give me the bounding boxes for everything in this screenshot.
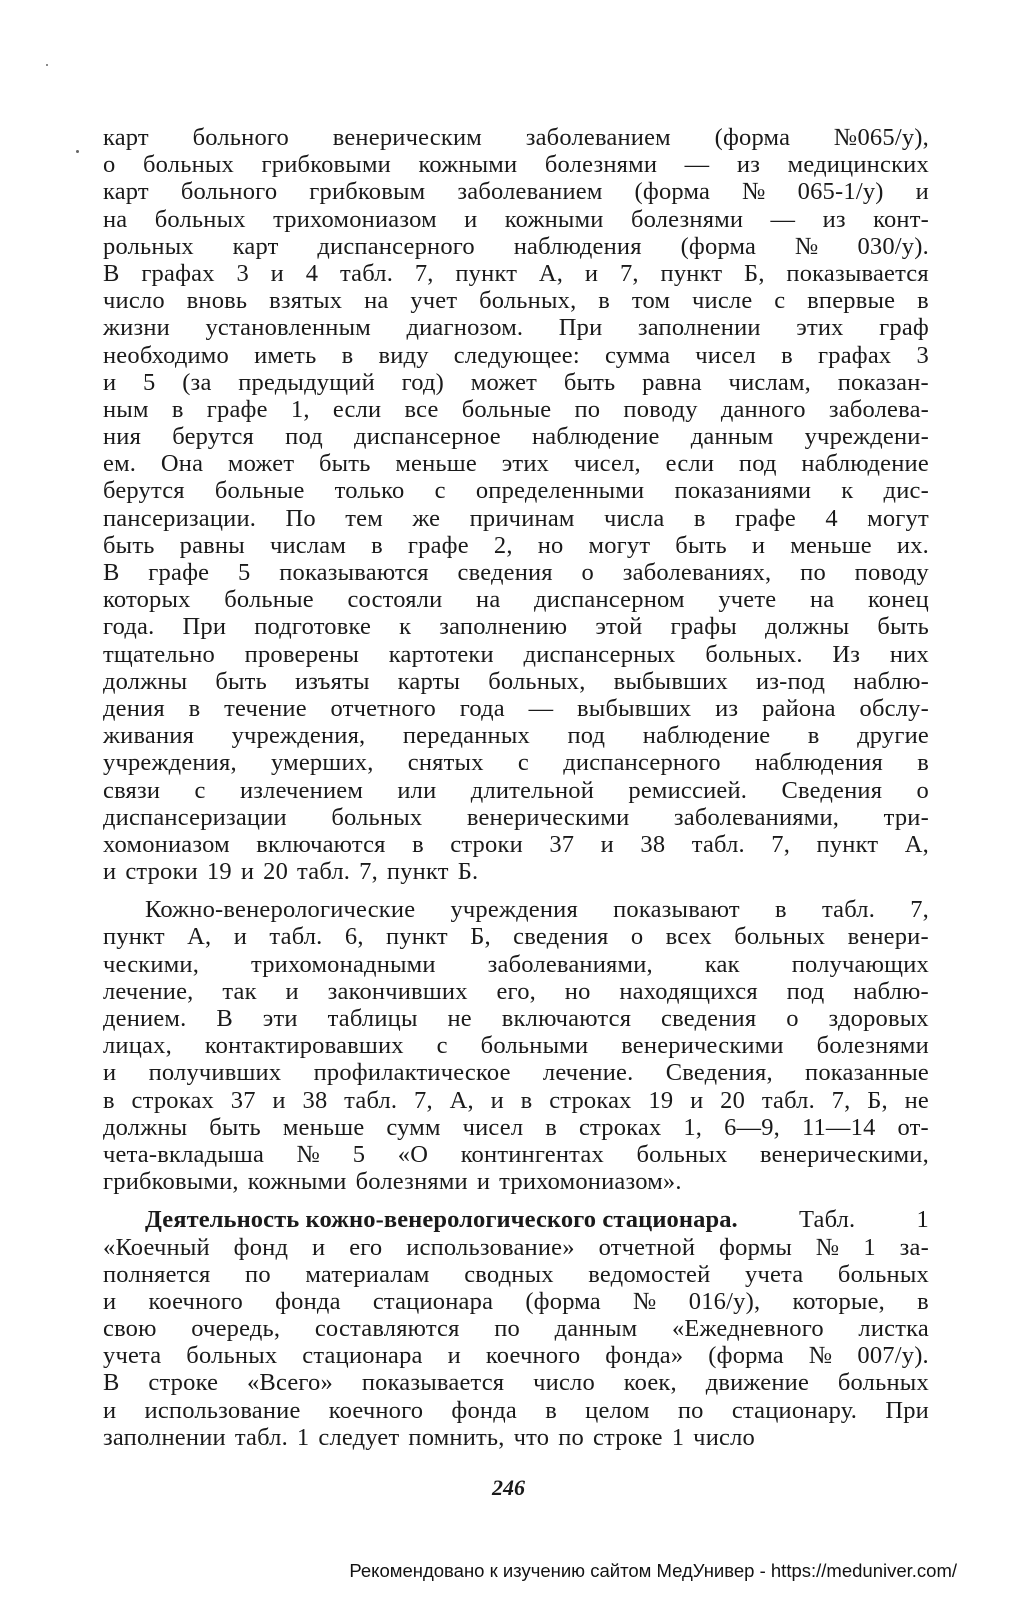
text-line: которых больные состояли на диспансерном учете на конец — [103, 586, 929, 614]
text-line: необходимо иметь в виду следующее: сумма чисел в графах 3 — [103, 341, 929, 369]
text-line: года. При подготовке к заполнению этой графы должны быть — [103, 613, 929, 641]
text-line: «Коечный фонд и его использование» отчетной формы № 1 за- — [103, 1233, 929, 1261]
scan-speck — [76, 150, 79, 153]
text-line: Кожно-венерологические учреждения показывают в табл. 7, — [145, 896, 929, 924]
text-line: дения в течение отчетного года — выбывших из района обслу- — [103, 694, 929, 722]
text-line: хомониазом включаются в строки 37 и 38 табл. 7, пункт А, — [103, 830, 929, 858]
text-line: В графе 5 показываются сведения о заболеваниях, по поводу — [103, 559, 929, 586]
text-line: ем. Она может быть меньше этих чисел, если под наблюдение — [103, 450, 929, 478]
text-line: лечение, так и закончивших его, но находящихся под наблю- — [103, 977, 929, 1005]
text-line: в строках 37 и 38 табл. 7, А, и в строках 19 и 20 табл. 7, Б, не — [103, 1086, 929, 1114]
text-line: заполнении табл. 1 следует помнить, что по строке 1 число — [103, 1423, 755, 1451]
text-line: должны быть изъяты карты больных, выбывших из-под наблю- — [103, 667, 929, 695]
text-line: В графах 3 и 4 табл. 7, пункт А, и 7, пункт Б, показывается — [103, 259, 929, 287]
text-line: связи с излечением или длительной ремиссией. Сведения о — [103, 776, 929, 804]
text-line: свою очередь, составляются по данным «Ежедневного листка — [103, 1315, 929, 1343]
paragraph — [103, 1206, 929, 1451]
text-line: чета-вкладыша № 5 «О контингентах больных венерическими, — [103, 1140, 929, 1168]
text-line: дением. В эти таблицы не включаются сведения о здоровых — [103, 1005, 929, 1032]
text-line: рольных карт диспансерного наблюдения (форма № 030/у). — [103, 232, 929, 260]
text-line: учета больных стационара и коечного фонда» (форма № 007/у). — [103, 1342, 929, 1370]
text-line: В строке «Всего» показывается число коек, движение больных — [103, 1369, 929, 1397]
scan-speck — [46, 64, 48, 66]
page-body — [103, 124, 929, 1451]
text-line: число вновь взятых на учет больных, в том числе с впервые в — [103, 287, 929, 315]
text-line: карт больного грибковым заболеванием (форма № 065-1/у) и — [103, 178, 929, 206]
text-line: диспансеризации больных венерическими заболеваниями, три- — [103, 803, 929, 831]
text-line: на больных трихомониазом и кожными болезнями — из конт- — [103, 205, 929, 233]
text-line: быть равны числам в графе 2, но могут быть и меньше их. — [103, 531, 929, 559]
text-line: Деятельность кожно-венерологического стационара. Табл. 1 — [145, 1206, 929, 1234]
text-line: ния берутся под диспансерное наблюдение данным учреждени- — [103, 423, 929, 451]
text-line: и строки 19 и 20 табл. 7, пункт Б. — [103, 858, 479, 886]
text-line: должны быть меньше сумм чисел в строках 1, 6—9, 11—14 от- — [103, 1113, 929, 1141]
text-line: берутся больные только с определенными показаниями к дис- — [103, 477, 929, 505]
text-line: и получивших профилактическое лечение. Сведения, показанные — [103, 1059, 929, 1087]
text-line: полняется по материалам сводных ведомостей учета больных — [103, 1260, 929, 1288]
footer-credit: Рекомендовано к изучению сайтом МедУнивер - https://meduniver.com/ — [349, 1560, 957, 1581]
text-line: о больных грибковыми кожными болезнями — из медицинских — [103, 151, 929, 179]
text-line: пансеризации. По тем же причинам числа в графе 4 могут — [103, 504, 929, 532]
text-line: ческими, трихомонадными заболеваниями, как получающих — [103, 950, 929, 978]
text-line: лицах, контактировавших с больными венерическими болезнями — [103, 1032, 929, 1060]
paragraph — [103, 124, 929, 885]
section-heading: Деятельность кожно-венерологического стационара. — [145, 1206, 738, 1234]
text-line: живания учреждения, переданных под наблюдение в другие — [103, 722, 929, 750]
text-line: и коечного фонда стационара (форма № 016/у), которые, в — [103, 1287, 929, 1315]
text-line: и использование коечного фонда в целом по стационару. При — [103, 1396, 929, 1424]
page-number: 246 — [492, 1475, 525, 1500]
text-line: карт больного венерическим заболеванием (форма №065/у), — [103, 124, 929, 151]
text-line: пункт А, и табл. 6, пункт Б, сведения о всех больных венери- — [103, 923, 929, 951]
text-line: жизни установленным диагнозом. При заполнении этих граф — [103, 314, 929, 342]
text-line: ным в графе 1, если все больные по поводу данного заболева- — [103, 395, 929, 423]
text-line: и 5 (за предыдущий год) может быть равна числам, показан- — [103, 368, 929, 396]
text-line: учреждения, умерших, снятых с диспансерного наблюдения в — [103, 749, 929, 777]
text-line: тщательно проверены картотеки диспансерных больных. Из них — [103, 640, 929, 668]
text-line: грибковыми, кожными болезнями и трихомониазом». — [103, 1168, 682, 1196]
paragraph — [103, 896, 929, 1195]
